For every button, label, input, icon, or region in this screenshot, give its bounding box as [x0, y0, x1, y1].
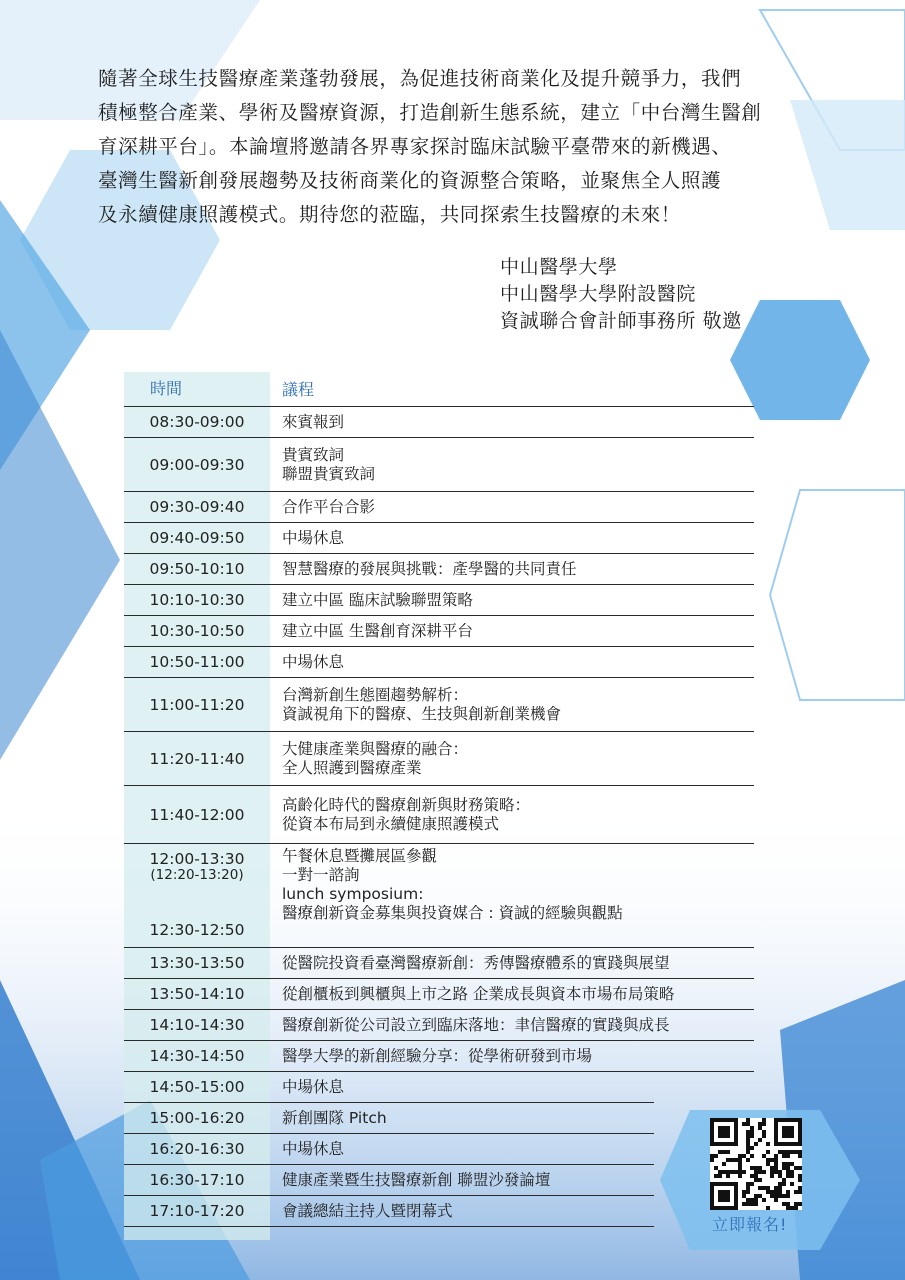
agenda-row	[124, 844, 754, 948]
program-line: 醫療創新從公司設立到臨床落地：聿信醫療的實踐與成長	[282, 1015, 670, 1034]
program-line: 會議總結主持人暨閉幕式	[282, 1201, 453, 1220]
agenda-row	[124, 979, 754, 1010]
row-program	[270, 1078, 344, 1097]
program-line: 醫療創新資金募集與投資媒合 : 資誠的經驗與觀點	[282, 904, 623, 922]
program-line: 建立中區 臨床試驗聯盟策略	[282, 590, 473, 609]
signatories	[500, 254, 742, 335]
agenda-row	[124, 585, 754, 616]
agenda-row	[124, 554, 754, 585]
row-time: 16:20-16:30	[149, 1140, 245, 1158]
agenda-row	[124, 438, 754, 492]
row-program	[270, 985, 674, 1004]
row-program	[270, 1109, 387, 1128]
row-program	[270, 1016, 670, 1035]
program-line: 台灣新創生態圈趨勢解析：	[282, 685, 469, 704]
row-program	[270, 446, 375, 484]
program-line: 一對一諮詢	[282, 866, 360, 884]
agenda-row	[124, 1165, 654, 1196]
row-time-sub: (12:20-13:20)	[150, 867, 244, 883]
row-time: 13:50-14:10	[149, 985, 245, 1003]
agenda-row	[124, 1103, 654, 1134]
agenda-row	[124, 407, 754, 438]
program-line: 來賓報到	[282, 412, 345, 431]
row-time: 09:50-10:10	[149, 560, 245, 578]
agenda-row	[124, 492, 754, 523]
agenda-row	[124, 1072, 654, 1103]
program-line: 健康產業暨生技醫療新創 聯盟沙發論壇	[282, 1170, 551, 1189]
program-line: 中場休息	[282, 1139, 345, 1158]
row-time: 13:30-13:50	[149, 954, 245, 972]
program-line: 智慧醫療的發展與挑戰：產學醫的共同責任	[282, 559, 577, 578]
row-time: 09:00-09:30	[149, 455, 245, 474]
row-time-symposium: 12:30-12:50	[149, 921, 245, 939]
row-program	[270, 591, 473, 610]
header-program: 議程	[282, 379, 315, 399]
qr-code[interactable]	[710, 1118, 802, 1210]
row-program	[270, 844, 623, 947]
program-line: 全人照護到醫療產業	[282, 758, 422, 777]
program-line: 資誠視角下的醫療、生技與創新創業機會	[282, 704, 562, 723]
intro-line: 臺灣生醫新創發展趨勢及技術商業化的資源整合策略，並聚焦全人照護	[98, 169, 722, 192]
agenda-row	[124, 948, 754, 979]
agenda-row	[124, 1041, 754, 1072]
agenda-rows	[124, 407, 754, 1227]
program-line: 中場休息	[282, 1077, 345, 1096]
program-line: 午餐休息暨攤展區參觀	[282, 847, 438, 865]
program-line: 從資本布局到永續健康照護模式	[282, 814, 500, 833]
row-time: 14:50-15:00	[149, 1078, 245, 1096]
row-program	[270, 796, 530, 834]
program-line: 建立中區 生醫創育深耕平台	[282, 621, 473, 640]
agenda-row	[124, 616, 754, 647]
row-time	[124, 844, 270, 947]
program-line: 貴賓致詞	[282, 445, 345, 464]
row-program	[270, 1047, 592, 1066]
register-now-label[interactable]: 立即報名!	[712, 1215, 788, 1234]
row-time: 09:40-09:50	[149, 529, 245, 547]
row-program	[270, 740, 468, 778]
row-time: 17:10-17:20	[149, 1202, 245, 1220]
row-time: 11:40-12:00	[149, 805, 245, 824]
row-time: 14:30-14:50	[149, 1047, 245, 1065]
row-program	[270, 622, 473, 641]
row-time: 11:00-11:20	[149, 695, 245, 714]
program-line: 從醫院投資看臺灣醫療新創：秀傳醫療體系的實踐與展望	[282, 953, 670, 972]
agenda-row	[124, 678, 754, 732]
row-time: 09:30-09:40	[149, 498, 245, 516]
intro-line: 育深耕平台」。本論壇將邀請各界專家探討臨床試驗平臺帶來的新機遇、	[98, 135, 732, 158]
program-line: 合作平台合影	[282, 497, 376, 516]
row-time: 10:30-10:50	[149, 622, 245, 640]
program-line: 聯盟貴賓致詞	[282, 464, 376, 483]
intro-line: 積極整合產業、學術及醫療資源，打造創新生態系統，建立「中台灣生醫創	[98, 101, 762, 124]
agenda-row	[124, 732, 754, 786]
program-line: 中場休息	[282, 652, 345, 671]
row-time: 14:10-14:30	[149, 1016, 245, 1034]
agenda-table	[124, 372, 754, 1227]
row-program	[270, 1202, 453, 1221]
row-program	[270, 560, 577, 579]
program-line: 中場休息	[282, 528, 345, 547]
agenda-header	[124, 372, 754, 407]
program-line: 醫學大學的新創經驗分享：從學術研發到市場	[282, 1046, 593, 1065]
agenda-row	[124, 1196, 654, 1227]
row-program	[270, 954, 670, 973]
signatory: 中山醫學大學	[500, 256, 618, 278]
program-line: lunch symposium:	[282, 885, 424, 903]
row-time: 08:30-09:00	[149, 413, 245, 431]
row-program	[270, 686, 561, 724]
agenda-row	[124, 647, 754, 678]
header-time: 時間	[150, 379, 183, 398]
program-line: 從創櫃板到興櫃與上市之路 企業成長與資本市場布局策略	[282, 984, 675, 1003]
signatory: 中山醫學大學附設醫院	[500, 283, 697, 305]
program-line: 高齡化時代的醫療創新與財務策略：	[282, 795, 531, 814]
intro-line: 及永續健康照護模式。期待您的蒞臨，共同探索生技醫療的未來！	[98, 203, 681, 226]
agenda-row	[124, 1134, 654, 1165]
row-program	[270, 413, 344, 432]
agenda-row	[124, 1010, 754, 1041]
row-program	[270, 1171, 550, 1190]
row-time: 16:30-17:10	[149, 1171, 245, 1189]
program-line: 大健康產業與醫療的融合：	[282, 739, 469, 758]
row-program	[270, 653, 344, 672]
program-line: 新創團隊 Pitch	[282, 1108, 387, 1127]
row-program	[270, 529, 344, 548]
agenda-row	[124, 523, 754, 554]
intro-line: 隨著全球生技醫療產業蓬勃發展，為促進技術商業化及提升競爭力，我們	[98, 67, 742, 90]
row-time: 10:10-10:30	[149, 591, 245, 609]
row-time: 11:20-11:40	[149, 749, 245, 768]
qr-code-icon	[710, 1118, 802, 1210]
row-program	[270, 1140, 344, 1159]
row-program	[270, 498, 375, 517]
row-time: 15:00-16:20	[149, 1109, 245, 1127]
row-time: 10:50-11:00	[149, 653, 245, 671]
agenda-row	[124, 786, 754, 844]
row-time-main: 12:00-13:30	[149, 850, 245, 868]
intro-paragraph	[98, 62, 798, 232]
signatory: 資誠聯合會計師事務所 敬邀	[500, 310, 742, 332]
